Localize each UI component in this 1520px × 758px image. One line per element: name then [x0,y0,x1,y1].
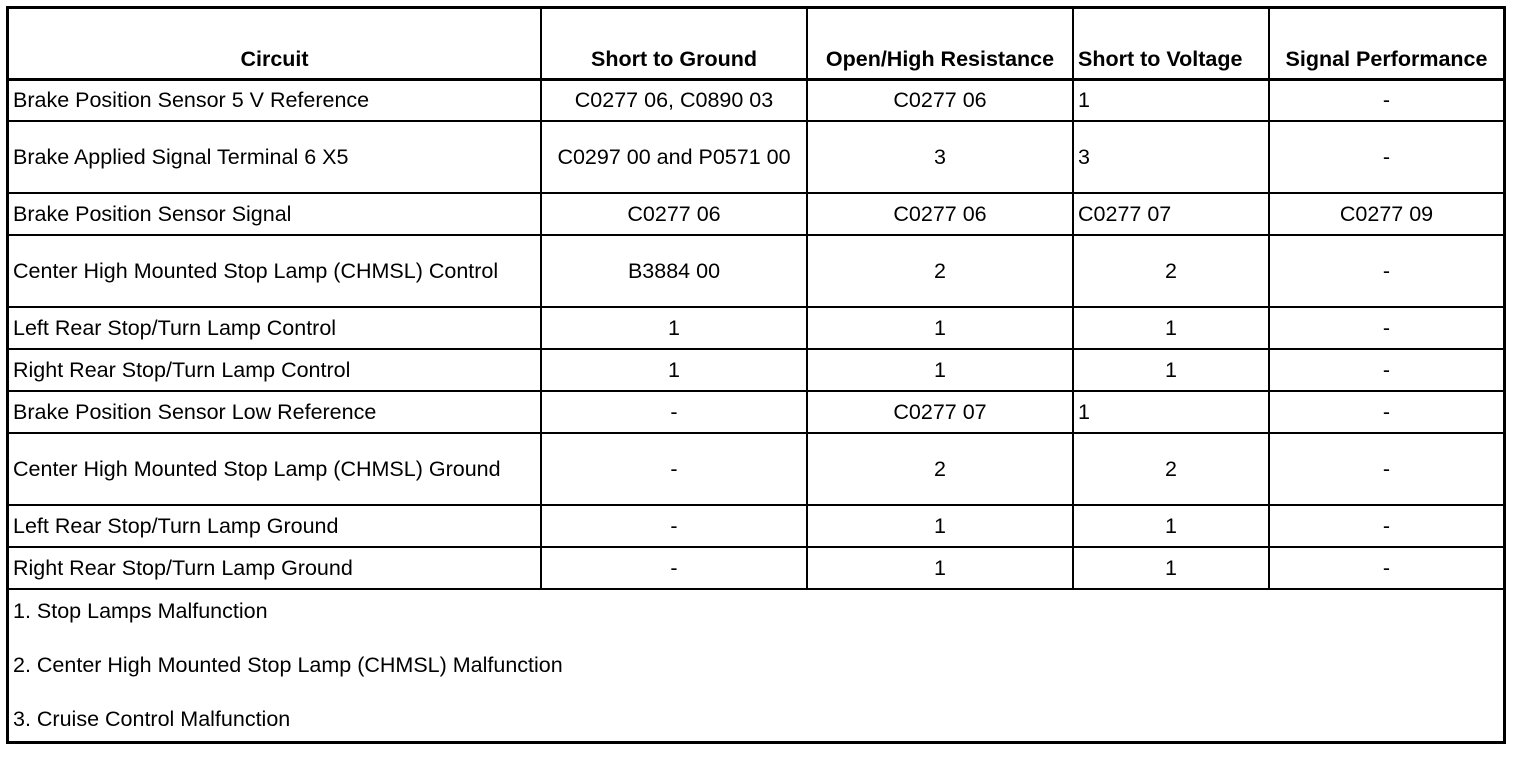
cell-open-high-resistance: C0277 07 [807,391,1073,433]
cell-signal-performance: - [1269,433,1503,505]
cell-short-to-voltage: 1 [1073,349,1269,391]
cell-short-to-ground: 1 [541,307,807,349]
table-row [9,433,1503,505]
cell-short-to-ground: C0277 06 [541,193,807,235]
footnote-3: 3. Cruise Control Malfunction [13,707,291,731]
dtc-circuit-table-frame [6,6,1506,744]
cell-short-to-voltage: 1 [1073,505,1269,547]
header-short-to-ground: Short to Ground [541,9,807,79]
cell-circuit: Brake Position Sensor 5 V Reference [9,79,541,121]
cell-open-high-resistance: C0277 06 [807,79,1073,121]
cell-signal-performance: - [1269,235,1503,307]
cell-signal-performance: - [1269,79,1503,121]
cell-circuit: Right Rear Stop/Turn Lamp Control [9,349,541,391]
header-short-to-voltage: Short to Voltage [1073,9,1269,79]
cell-open-high-resistance: 1 [807,349,1073,391]
table-row [9,307,1503,349]
table-row [9,547,1503,589]
footnote-1: 1. Stop Lamps Malfunction [13,599,268,623]
table-row [9,79,1503,121]
cell-circuit: Brake Position Sensor Signal [9,193,541,235]
footnotes [9,590,1503,758]
cell-circuit: Center High Mounted Stop Lamp (CHMSL) Control [9,235,541,307]
cell-circuit: Left Rear Stop/Turn Lamp Control [9,307,541,349]
table-row [9,505,1503,547]
cell-short-to-ground: - [541,391,807,433]
cell-short-to-ground: 1 [541,349,807,391]
table-header-row [9,9,1503,79]
table-body [9,79,1503,589]
cell-short-to-voltage: 2 [1073,235,1269,307]
cell-short-to-ground: C0297 00 and P0571 00 [541,121,807,193]
cell-circuit: Left Rear Stop/Turn Lamp Ground [9,505,541,547]
header-signal-performance: Signal Performance [1269,9,1503,79]
circuit-dtc-table [9,9,1503,590]
cell-circuit: Brake Position Sensor Low Reference [9,391,541,433]
cell-signal-performance: - [1269,547,1503,589]
table-row [9,193,1503,235]
table-row [9,349,1503,391]
cell-short-to-voltage: 1 [1073,391,1269,433]
cell-circuit: Right Rear Stop/Turn Lamp Ground [9,547,541,589]
cell-circuit: Center High Mounted Stop Lamp (CHMSL) Ground [9,433,541,505]
header-open-high-resistance: Open/High Resistance [807,9,1073,79]
header-circuit: Circuit [9,9,541,79]
cell-short-to-ground: - [541,505,807,547]
table-row [9,391,1503,433]
cell-signal-performance: - [1269,121,1503,193]
cell-open-high-resistance: 2 [807,235,1073,307]
cell-short-to-ground: B3884 00 [541,235,807,307]
cell-open-high-resistance: 1 [807,307,1073,349]
cell-short-to-voltage: 3 [1073,121,1269,193]
cell-short-to-voltage: C0277 07 [1073,193,1269,235]
cell-open-high-resistance: 2 [807,433,1073,505]
cell-short-to-ground: - [541,433,807,505]
table-row [9,121,1503,193]
cell-short-to-ground: C0277 06, C0890 03 [541,79,807,121]
cell-short-to-voltage: 2 [1073,433,1269,505]
cell-circuit: Brake Applied Signal Terminal 6 X5 [9,121,541,193]
cell-short-to-voltage: 1 [1073,307,1269,349]
cell-signal-performance: - [1269,505,1503,547]
cell-signal-performance: - [1269,307,1503,349]
cell-open-high-resistance: 3 [807,121,1073,193]
cell-short-to-voltage: 1 [1073,79,1269,121]
footnote-2: 2. Center High Mounted Stop Lamp (CHMSL) Malfunction [13,653,563,677]
cell-signal-performance: - [1269,349,1503,391]
cell-open-high-resistance: C0277 06 [807,193,1073,235]
cell-signal-performance: C0277 09 [1269,193,1503,235]
cell-short-to-ground: - [541,547,807,589]
cell-short-to-voltage: 1 [1073,547,1269,589]
cell-open-high-resistance: 1 [807,547,1073,589]
cell-signal-performance: - [1269,391,1503,433]
table-row [9,235,1503,307]
cell-open-high-resistance: 1 [807,505,1073,547]
